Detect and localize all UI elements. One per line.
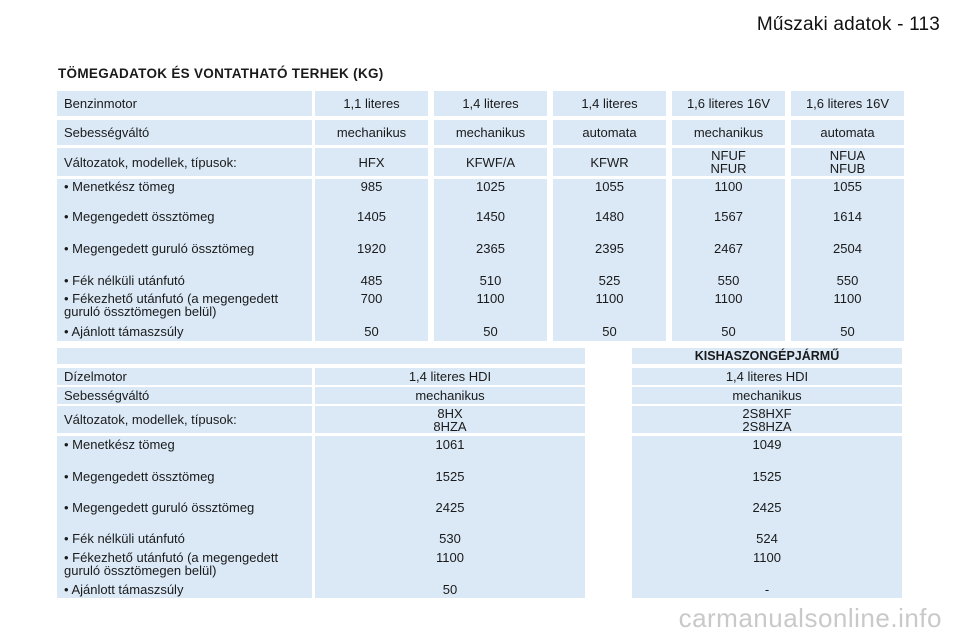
table-cell: 1100 (714, 291, 743, 306)
table-cell: automata (791, 120, 904, 145)
van-header: KISHASZONGÉPJÁRMŰ (632, 348, 902, 364)
table-cell: 1525 (752, 469, 782, 484)
table-cell: 50 (721, 324, 736, 339)
row-label: Sebességváltó (57, 120, 312, 145)
table-cell: mechanikus (672, 120, 785, 145)
table-cell: 1100 (436, 550, 464, 565)
table-cell: 1100 (714, 179, 743, 194)
row-label: • Menetkész tömeg (64, 437, 175, 452)
weights-block (553, 179, 666, 341)
row-label: Benzinmotor (57, 91, 312, 116)
table-cell: 2365 (476, 241, 505, 256)
row-label: Változatok, modellek, típusok: (57, 406, 312, 433)
table-cell: 1100 (753, 550, 781, 565)
row-label: • Megengedett össztömeg (64, 209, 215, 224)
table-cell: 1567 (714, 209, 743, 224)
row-label: • Ajánlott támaszsúly (64, 582, 184, 597)
row-label: • Megengedett guruló össztömeg (64, 500, 255, 515)
table-cell: 1,1 literes (315, 91, 428, 116)
table-cell: 1614 (833, 209, 862, 224)
row-label: Változatok, modellek, típusok: (57, 148, 312, 176)
page-header: Műszaki adatok - 113 (756, 14, 940, 35)
table-cell: 550 (836, 273, 859, 288)
table-cell: 50 (483, 324, 498, 339)
table-cell: 1920 (357, 241, 386, 256)
table-cell: 700 (360, 291, 383, 306)
table-cell: 50 (364, 324, 379, 339)
table-cell: 1,4 literes HDI (315, 368, 585, 385)
table-cell: 550 (717, 273, 740, 288)
row-label: Sebességváltó (57, 387, 312, 404)
row-label: • Fékezhető utánfutó (a megengedett guruló össztömegen belül) (64, 291, 279, 319)
table-cell: 50 (602, 324, 617, 339)
table-cell: 50 (840, 324, 855, 339)
table-cell: mechanikus (632, 387, 902, 404)
table-cell: 1,4 literes (553, 91, 666, 116)
section-title: TÖMEGADATOK ÉS VONTATHATÓ TERHEK (KG) (58, 66, 384, 81)
table-cell: 485 (360, 273, 383, 288)
weights-block (315, 179, 428, 341)
weights-block (315, 436, 585, 598)
table-cell: 524 (756, 531, 778, 546)
table-cell: NFUA NFUB (791, 148, 904, 176)
weights-block (632, 436, 902, 598)
table-cell: 1405 (357, 209, 386, 224)
table-cell: 2425 (435, 500, 465, 515)
table-cell: 985 (360, 179, 383, 194)
row-label: • Megengedett össztömeg (64, 469, 215, 484)
table-cell: 2504 (833, 241, 862, 256)
table-cell: 1025 (476, 179, 505, 194)
table-cell: mechanikus (434, 120, 547, 145)
watermark: carmanualsonline.info (678, 603, 942, 633)
table-cell: automata (553, 120, 666, 145)
table-cell: KFWF/A (434, 148, 547, 176)
table-cell: 1,4 literes HDI (632, 368, 902, 385)
table-cell: 530 (439, 531, 461, 546)
weights-block (672, 179, 785, 341)
table-cell: 1100 (833, 291, 862, 306)
table-cell: 525 (598, 273, 621, 288)
row-label: • Fékezhető utánfutó (a megengedett guruló össztömegen belül) (64, 550, 279, 578)
row-label: • Megengedett guruló össztömeg (64, 241, 255, 256)
table-cell: 2395 (595, 241, 624, 256)
table-cell: 1,4 literes (434, 91, 547, 116)
weights-block (791, 179, 904, 341)
table-cell: 1100 (476, 291, 505, 306)
table-cell: NFUF NFUR (672, 148, 785, 176)
table-cell: HFX (315, 148, 428, 176)
row-label: • Fék nélküli utánfutó (64, 531, 185, 546)
table-cell: 2425 (752, 500, 782, 515)
table-cell: 8HX 8HZA (315, 406, 585, 433)
table-cell: 1061 (435, 437, 465, 452)
table-cell: KFWR (553, 148, 666, 176)
table-cell: 2S8HXF 2S8HZA (632, 406, 902, 433)
table-cell: 1055 (833, 179, 862, 194)
weights-block (434, 179, 547, 341)
table-cell: 1,6 literes 16V (672, 91, 785, 116)
table-cell: 2467 (714, 241, 743, 256)
table-cell: mechanikus (315, 387, 585, 404)
table-cell: - (764, 582, 770, 597)
row-label: • Menetkész tömeg (64, 179, 175, 194)
table-cell: mechanikus (315, 120, 428, 145)
table-cell: 1525 (435, 469, 465, 484)
table-cell: 1450 (476, 209, 505, 224)
table-cell: 510 (479, 273, 502, 288)
row-label: • Ajánlott támaszsúly (64, 324, 184, 339)
table-cell: 1100 (595, 291, 624, 306)
table-cell: 1049 (752, 437, 782, 452)
header-strip (57, 348, 585, 364)
table-cell: 50 (442, 582, 458, 597)
row-label: Dízelmotor (57, 368, 312, 385)
row-label: • Fék nélküli utánfutó (64, 273, 185, 288)
table-cell: 1,6 literes 16V (791, 91, 904, 116)
table-cell: 1480 (595, 209, 624, 224)
table-cell: 1055 (595, 179, 624, 194)
